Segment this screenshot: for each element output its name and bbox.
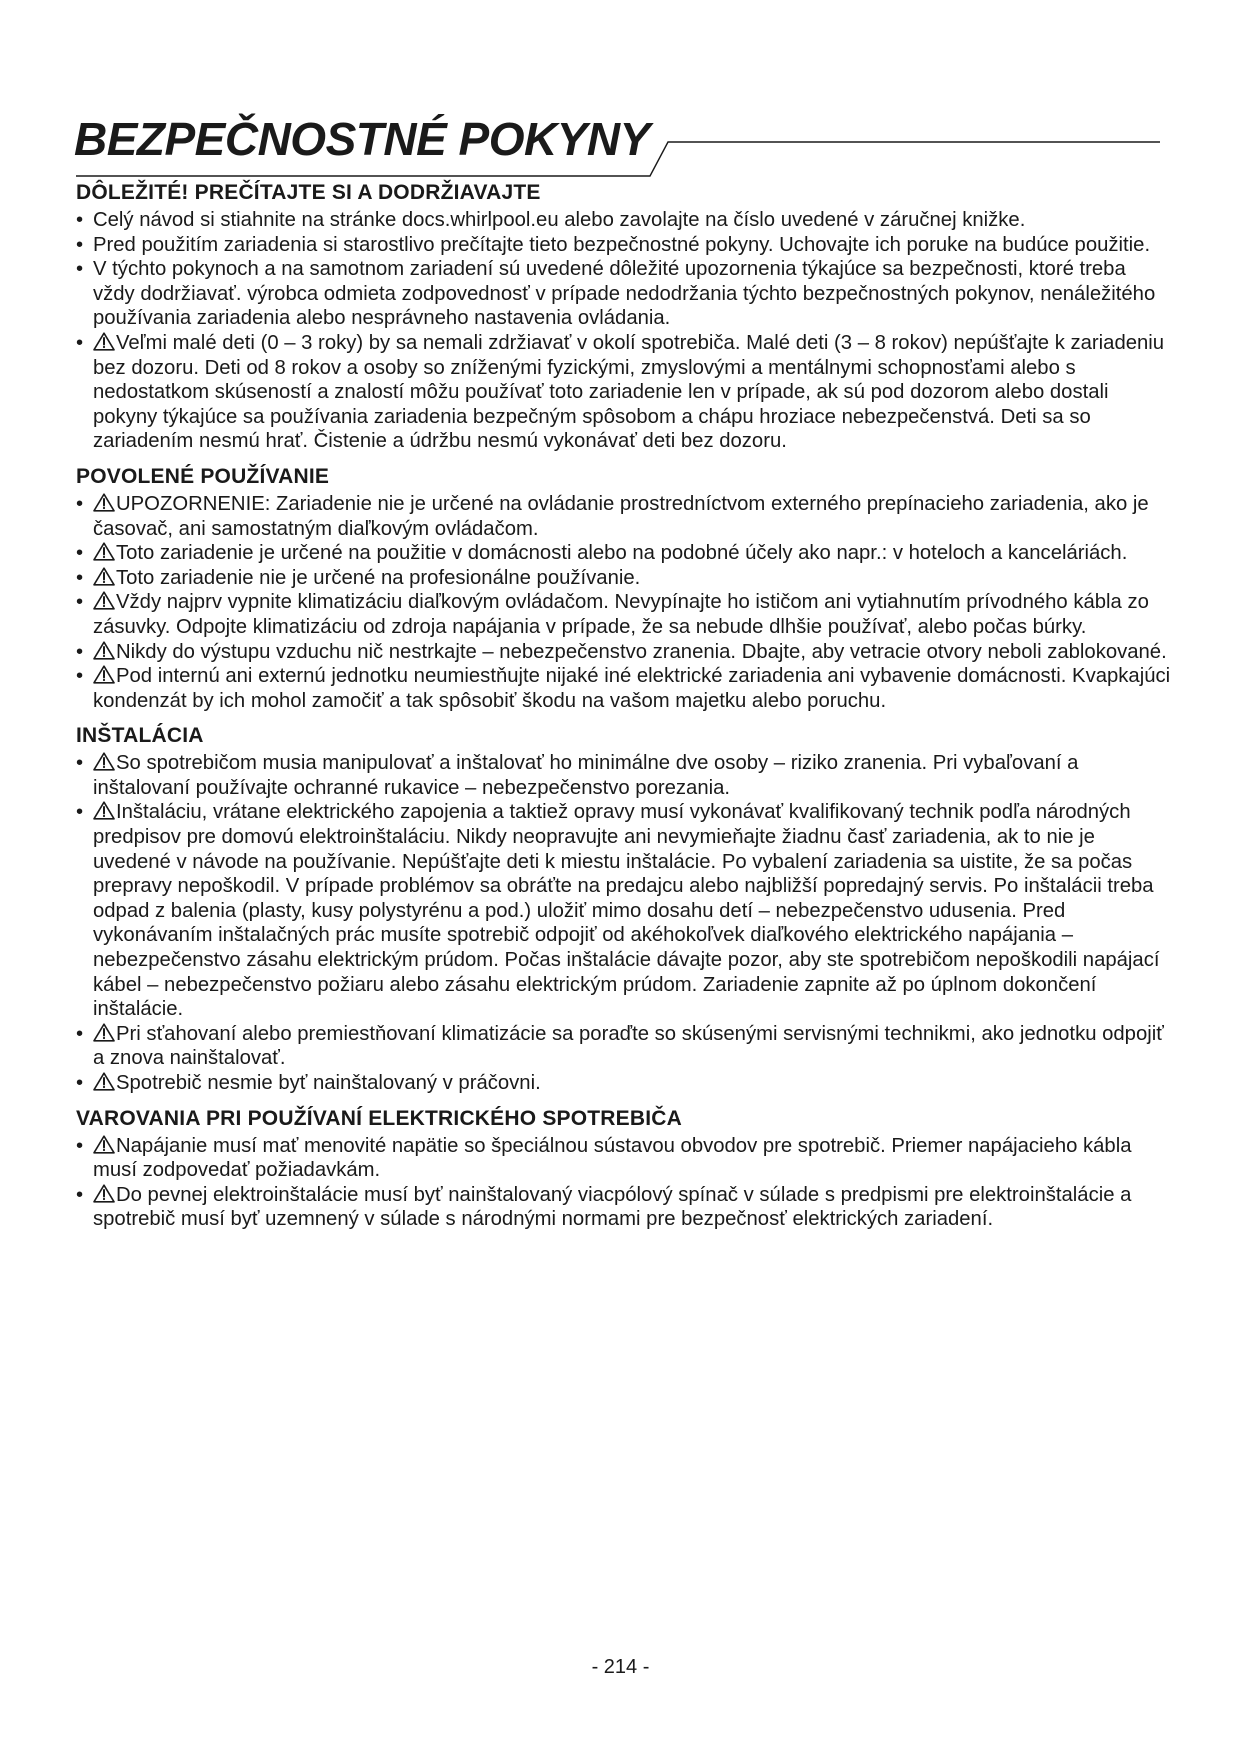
warning-triangle-icon — [93, 665, 115, 684]
list-item — [76, 1183, 1171, 1232]
warning-triangle-icon — [93, 641, 115, 660]
section-list — [76, 492, 1171, 713]
section-heading: POVOLENÉ POUŽÍVANIE — [76, 464, 330, 488]
list-item — [76, 800, 1171, 1021]
item-text: Vždy najprv vypnite klimatizáciu diaľkovým ovládačom. Nevypínajte ho ističom ani vytiahnutím prívodného kábla zo zásuvky. Odpojte klimatizáciu od zdroja napájania v prípade, že sa nebude dlhšie používať, alebo počas búrky. — [93, 591, 1149, 638]
bullet-icon: • — [76, 209, 84, 231]
list-item — [76, 566, 1171, 591]
item-text: So spotrebičom musia manipulovať a inštalovať ho minimálne dve osoby – riziko zranenia. Pri vybaľovaní a inštalovaní používajte ochranné rukavice – nebezpečenstvo porezania. — [93, 752, 1079, 799]
section-list — [76, 751, 1171, 1095]
warning-triangle-icon — [93, 493, 115, 512]
item-text: Do pevnej elektroinštalácie musí byť nainštalovaný viacpólový spínač v súlade s predpismi pre elektroinštalácie a spotrebič musí byť uzemnený v súlade s národnými normami pre bezpečnosť elektrických zariadení. — [93, 1183, 1132, 1231]
list-item — [76, 1071, 1171, 1096]
list-item — [76, 640, 1171, 665]
list-item — [76, 257, 1171, 331]
warning-triangle-icon — [93, 542, 115, 561]
warning-triangle-icon — [93, 567, 115, 586]
page-title: BEZPEČNOSTNÉ POKYNY — [74, 113, 650, 165]
section-list — [76, 208, 1171, 454]
bullet-icon: • — [76, 566, 84, 589]
list-item — [76, 751, 1171, 800]
warning-triangle-icon — [93, 332, 115, 351]
list-item — [76, 590, 1171, 639]
item-text: Toto zariadenie nie je určené na profesionálne používanie. — [116, 566, 641, 589]
warning-triangle-icon — [93, 1135, 115, 1154]
warning-triangle-icon — [93, 1023, 115, 1042]
list-item — [76, 208, 1171, 233]
bullet-icon: • — [76, 640, 84, 663]
bullet-icon: • — [76, 233, 84, 256]
item-text: Spotrebič nesmie byť nainštalovaný v práčovni. — [116, 1072, 541, 1094]
warning-triangle-icon — [93, 1072, 115, 1091]
section-heading: INŠTALÁCIA — [76, 724, 204, 748]
item-text: Napájanie musí mať menovité napätie so špeciálnou sústavou obvodov pre spotrebič. Priemer napájacieho kábla musí zodpovedať požiadavkám. — [93, 1134, 1132, 1182]
list-item — [76, 233, 1171, 258]
list-item — [76, 664, 1171, 713]
bullet-icon: • — [76, 1183, 84, 1206]
section-heading: DÔLEŽITÉ! PREČÍTAJTE SI A DODRŽIAVAJTE — [76, 181, 541, 204]
item-text: Nikdy do výstupu vzduchu nič nestrkajte – nebezpečenstvo zranenia. Dbajte, aby vetracie otvory neboli zablokované. — [116, 640, 1167, 663]
item-text: Pred použitím zariadenia si starostlivo prečítajte tieto bezpečnostné pokyny. Uchovajte ich poruke na budúce použitie. — [93, 233, 1151, 256]
warning-triangle-icon — [93, 801, 115, 820]
bullet-icon: • — [76, 1022, 84, 1045]
item-text: V týchto pokynoch a na samotnom zariadení sú uvedené dôležité upozornenia týkajúce sa bezpečnosti, ktoré treba vždy dodržiavať. výrobca odmieta zodpovednosť v prípade nedodržania týchto bezpečnostných pokynov, nenáležitého používania zariadenia alebo nesprávneho nastavenia ovládania. — [93, 258, 1156, 330]
list-item — [76, 541, 1171, 566]
warning-triangle-icon — [93, 752, 115, 771]
item-text: UPOZORNENIE: Zariadenie nie je určené na ovládanie prostredníctvom externého prepínacieho zariadenia, ako je časovač, ani samostatným diaľkovým ovládačom. — [93, 492, 1149, 540]
bullet-icon: • — [76, 801, 84, 824]
warning-triangle-icon — [93, 591, 115, 610]
item-text: Veľmi malé deti (0 – 3 roky) by sa nemali zdržiavať v okolí spotrebiča. Malé deti (3 – 8 rokov) nepúšťajte k zariadeniu bez dozoru. Deti od 8 rokov a osoby so zníženými fyzickými, zmyslovými a mentálnymi schopnosťami alebo s nedostatkom skúseností a znalostí môžu používať toto zariadenie len v prípade, ak sú pod dozorom alebo dostali pokyny týkajúce sa používania zariadenia bezpečným spôsobom a chápu hroziace nebezpečenstvá. Deti sa so zariadením nesmú hrať. Čistenie a údržbu nesmú vykonávať deti bez dozoru. — [93, 331, 1165, 453]
section-list — [76, 1134, 1171, 1232]
item-text: Toto zariadenie je určené na použitie v domácnosti alebo na podobné účely ako napr.: v hoteloch a kanceláriách. — [116, 542, 1128, 565]
list-item — [76, 1022, 1171, 1071]
bullet-icon: • — [76, 492, 84, 515]
item-text: Pri sťahovaní alebo premiestňovaní klimatizácie sa poraďte so skúsenými servisnými technikmi, ako jednotku odpojiť a znova nainštalovať. — [93, 1022, 1164, 1070]
bullet-icon: • — [76, 542, 84, 565]
section-heading: VAROVANIA PRI POUŽÍVANÍ ELEKTRICKÉHO SPOTREBIČA — [76, 1106, 682, 1130]
bullet-icon: • — [76, 331, 84, 354]
bullet-icon: • — [76, 1072, 84, 1094]
list-item — [76, 492, 1171, 541]
bullet-icon: • — [76, 752, 84, 775]
item-text: Pod internú ani externú jednotku neumiestňujte nijaké iné elektrické zariadenia ani vybavenie domácnosti. Kvapkajúci kondenzát by ich mohol zamočiť a tak spôsobiť škodu na vašom majetku alebo poruchu. — [93, 665, 1171, 712]
list-item — [76, 331, 1171, 454]
item-text: Inštaláciu, vrátane elektrického zapojenia a taktiež opravy musí vykonávať kvalifikovaný technik podľa národných predpisov pre domovú elektroinštaláciu. Nikdy neopravujte ani nevymieňajte žiadnu časť zariadenia, ak to nie je uvedené v návode na používanie. Nepúšťajte deti k miestu inštalácie. Po vybalení zariadenia sa uistite, že sa počas prepravy nepoškodil. V prípade problémov sa obráťte na predajcu alebo najbližší popredajný servis. Po inštalácii treba odpad z balenia (plasty, kusy polystyrénu a pod.) uložiť mimo dosahu detí – nebezpečenstvo udusenia. Pred vykonávaním inštalačných prác musíte spotrebič odpojiť od akéhokoľvek diaľkového elektrického napájania – nebezpečenstvo zásahu elektrickým prúdom. Počas inštalácie dávajte pozor, aby ste spotrebičom nepoškodili napájací kábel – nebezpečenstvo požiaru alebo zásahu elektrickým prúdom. Zariadenie zapnite až po úplnom dokončení inštalácie. — [93, 801, 1160, 1021]
safety-content — [76, 180, 1171, 1232]
bullet-icon: • — [76, 258, 84, 281]
item-text: Celý návod si stiahnite na stránke docs.whirlpool.eu alebo zavolajte na číslo uvedené v záručnej knižke. — [93, 209, 1026, 231]
title-rule — [0, 0, 1241, 200]
bullet-icon: • — [76, 591, 84, 614]
bullet-icon: • — [76, 665, 84, 688]
warning-triangle-icon — [93, 1184, 115, 1203]
bullet-icon: • — [76, 1134, 84, 1157]
list-item — [76, 1134, 1171, 1183]
page-number: - 214 - — [591, 1656, 650, 1678]
